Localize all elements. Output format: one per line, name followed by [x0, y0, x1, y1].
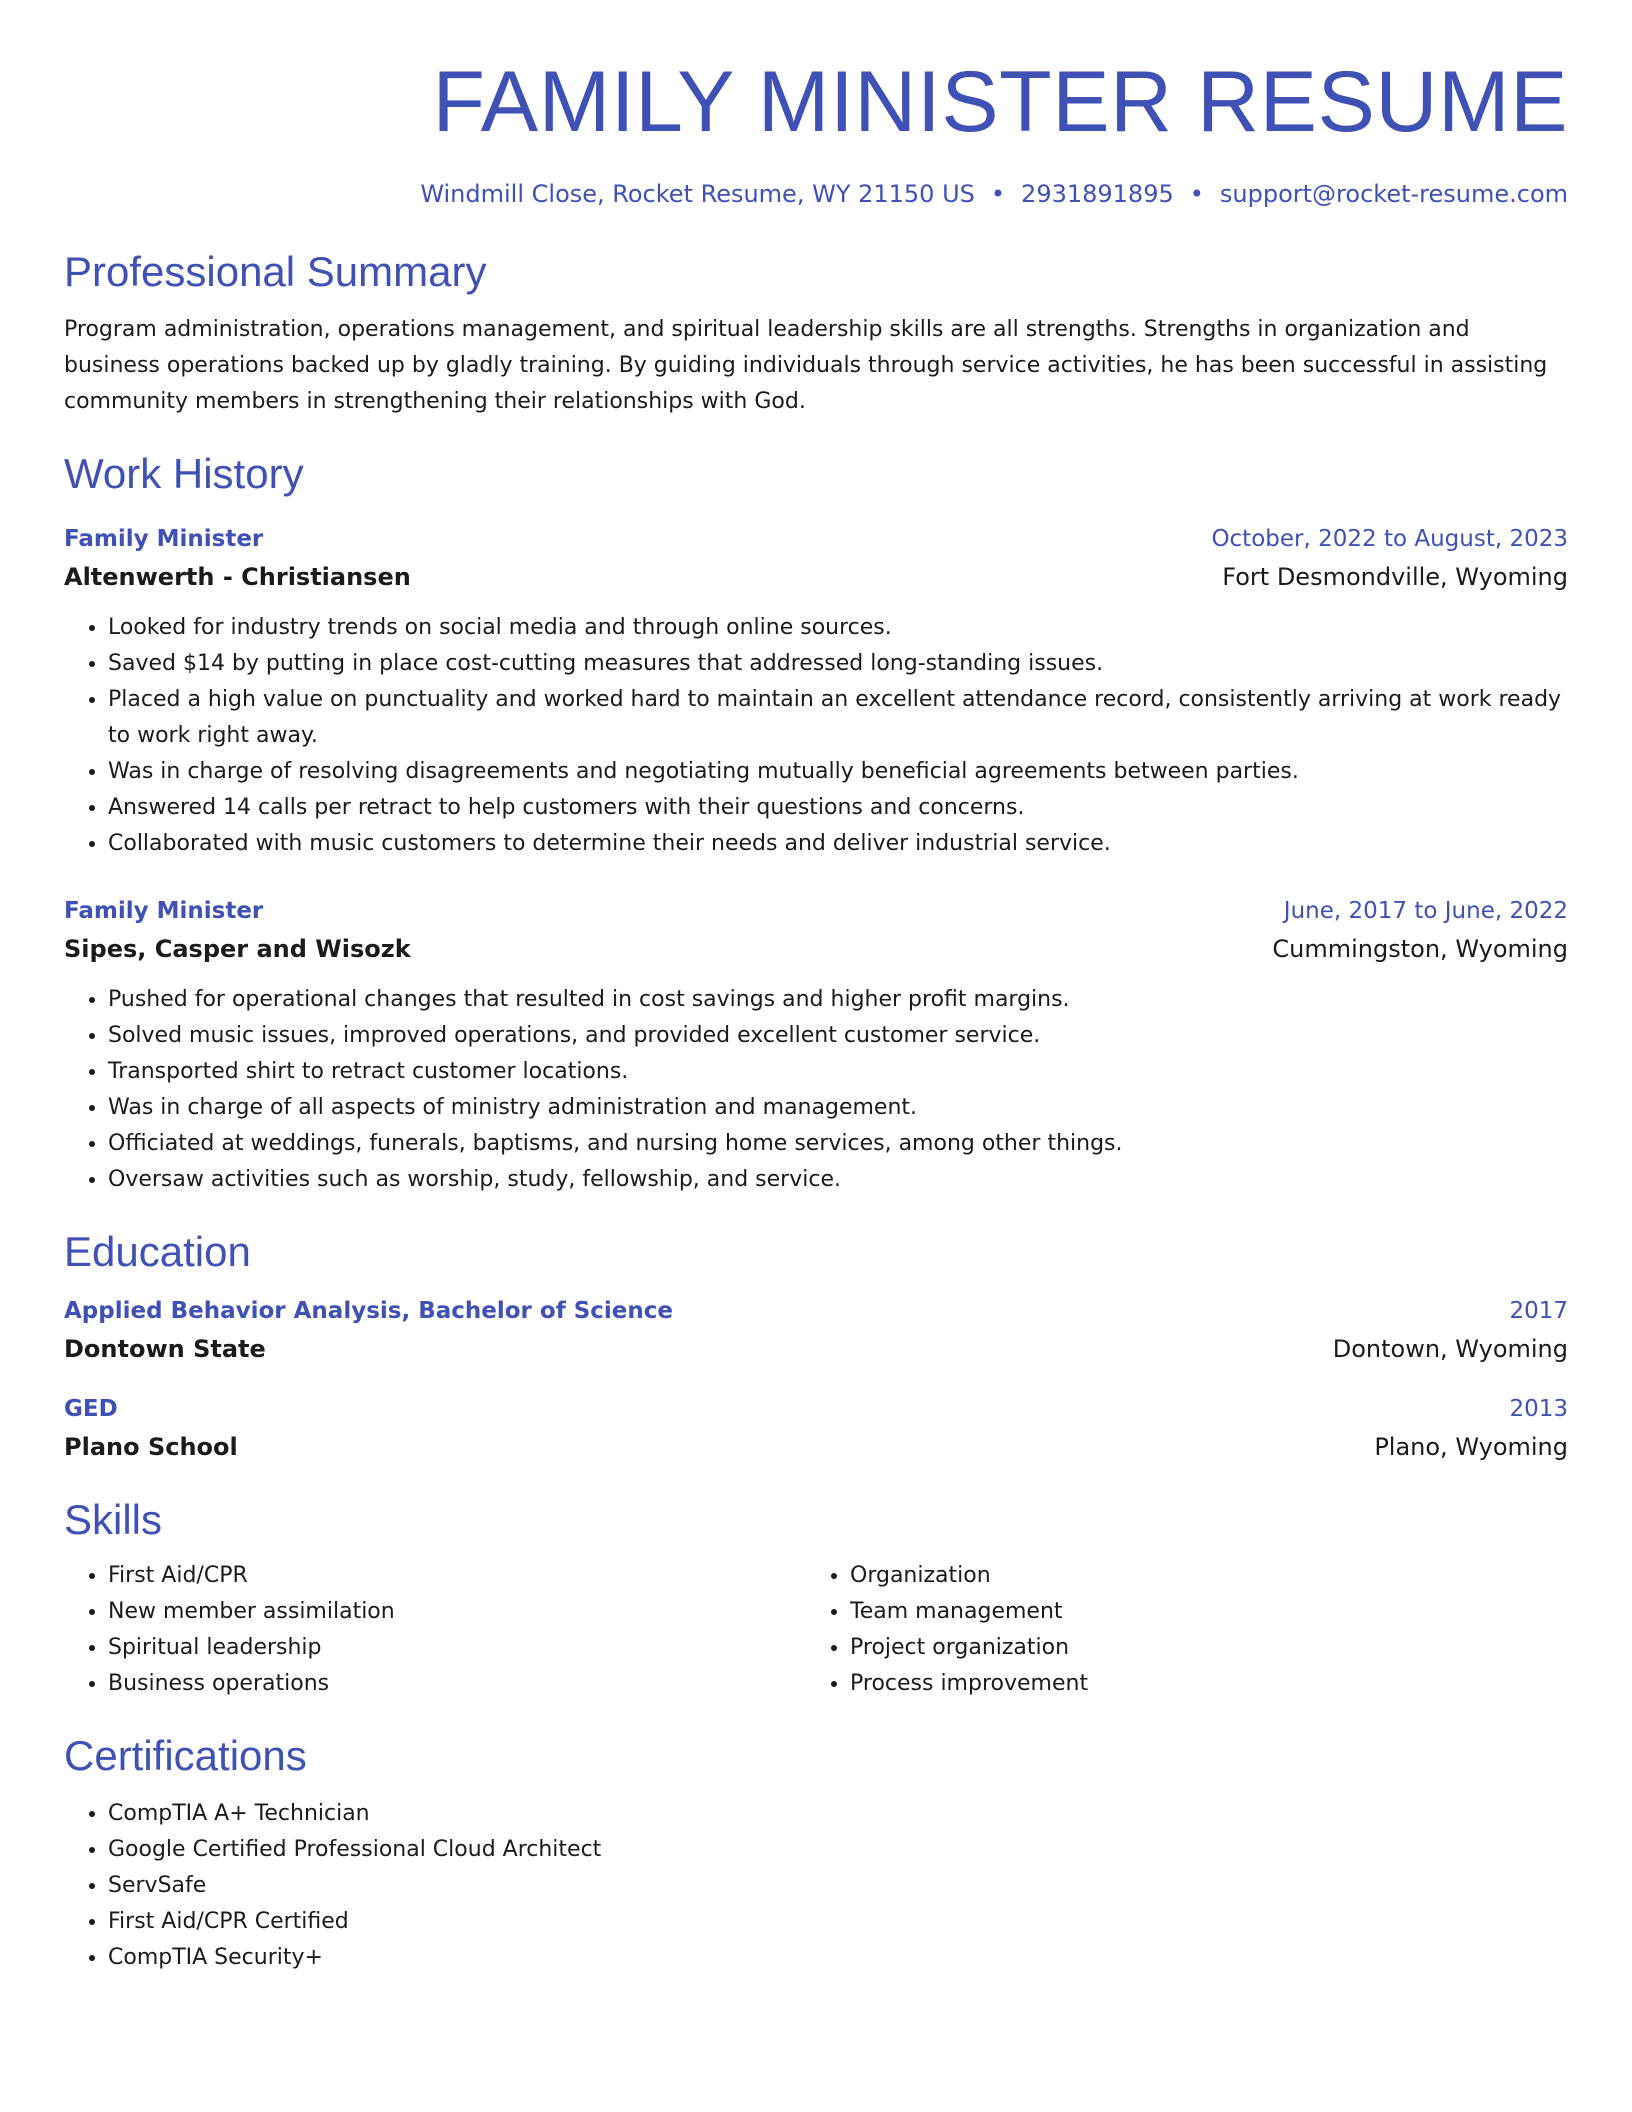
job-role: Family Minister: [64, 898, 264, 924]
education-entry: [64, 1390, 1568, 1466]
skills-column-left: [64, 1558, 806, 1702]
skill-item: • Project organization: [850, 1630, 1548, 1666]
job-bullet: • Answered 14 calls per retract to help customers with their questions and concerns.: [108, 790, 1568, 826]
contact-phone: 2931891895: [1021, 180, 1174, 208]
skill-item: • Team management: [850, 1594, 1548, 1630]
contact-separator: •: [990, 180, 1006, 208]
resume-page: [64, 0, 1568, 1976]
job-company: Sipes, Casper and Wisozk: [64, 935, 411, 963]
job-bullet: • Looked for industry trends on social media and through online sources.: [108, 610, 1568, 646]
education-location: Dontown, Wyoming: [1332, 1335, 1568, 1363]
job-bullet: • Officiated at weddings, funerals, baptisms, and nursing home services, among other things.: [108, 1126, 1568, 1162]
job-entry: [64, 520, 1568, 862]
certification-item: • CompTIA Security+: [108, 1940, 1568, 1976]
certification-item: • Google Certified Professional Cloud Architect: [108, 1832, 1568, 1868]
education-location: Plano, Wyoming: [1374, 1433, 1568, 1461]
skill-item: • New member assimilation: [108, 1594, 806, 1630]
job-bullet: • Solved music issues, improved operations, and provided excellent customer service.: [108, 1018, 1568, 1054]
job-bullet: • Was in charge of all aspects of ministry administration and management.: [108, 1090, 1568, 1126]
job-dates: June, 2017 to June, 2022: [1283, 898, 1568, 924]
job-bullet: • Collaborated with music customers to determine their needs and deliver industrial service.: [108, 826, 1568, 862]
skill-item: • Spiritual leadership: [108, 1630, 806, 1666]
contact-line: [64, 178, 1568, 210]
summary-text: Program administration, operations management, and spiritual leadership skills are all strengths. Strengths in organization and business operations backed up by gladly training. By guiding individuals through service activities, he has been successful in assisting community members in strengthening their relationships with God.: [64, 317, 1548, 414]
certification-item: • ServSafe: [108, 1868, 1568, 1904]
certifications-heading: Certifications: [64, 1732, 307, 1779]
resume-title: FAMILY MINISTER RESUME: [432, 54, 1568, 150]
skills-heading: Skills: [64, 1496, 163, 1543]
summary-heading: Professional Summary: [64, 248, 487, 295]
work-history-heading: Work History: [64, 450, 304, 497]
education-year: 2013: [1509, 1396, 1568, 1422]
skills-column-right: [806, 1558, 1548, 1702]
skill-item: • First Aid/CPR: [108, 1558, 806, 1594]
skills-grid: [64, 1558, 1568, 1702]
education-year: 2017: [1509, 1298, 1568, 1324]
contact-address: Windmill Close, Rocket Resume, WY 21150 US: [420, 180, 975, 208]
job-company-row: [64, 558, 1568, 596]
education-header-row: [64, 1292, 1568, 1330]
job-entry: [64, 892, 1568, 1198]
job-bullet: • Saved $14 by putting in place cost-cutting measures that addressed long-standing issues.: [108, 646, 1568, 682]
education-school: Plano School: [64, 1433, 238, 1461]
job-bullet: • Was in charge of resolving disagreements and negotiating mutually beneficial agreements between parties.: [108, 754, 1568, 790]
job-bullet: • Pushed for operational changes that resulted in cost savings and higher profit margins.: [108, 982, 1568, 1018]
education-school-row: [64, 1330, 1568, 1368]
education-heading: Education: [64, 1228, 251, 1275]
resume-header: [64, 0, 1568, 210]
job-company-row: [64, 930, 1568, 968]
job-header-row: [64, 892, 1568, 930]
education-header-row: [64, 1390, 1568, 1428]
skill-item: • Process improvement: [850, 1666, 1548, 1702]
education-school: Dontown State: [64, 1335, 266, 1363]
job-bullet: • Placed a high value on punctuality and worked hard to maintain an excellent attendance record, consistently arriving at work ready to work right away.: [108, 682, 1568, 754]
education-entry: [64, 1292, 1568, 1368]
skill-item: • Business operations: [108, 1666, 806, 1702]
contact-email: support@rocket-resume.com: [1219, 180, 1568, 208]
education-school-row: [64, 1428, 1568, 1466]
job-role: Family Minister: [64, 526, 264, 552]
job-company: Altenwerth - Christiansen: [64, 563, 411, 591]
job-dates: October, 2022 to August, 2023: [1211, 526, 1568, 552]
certifications-list: [64, 1796, 1568, 1976]
certification-item: • CompTIA A+ Technician: [108, 1796, 1568, 1832]
job-bullets: [64, 982, 1568, 1198]
certification-item: • First Aid/CPR Certified: [108, 1904, 1568, 1940]
education-degree: Applied Behavior Analysis, Bachelor of Science: [64, 1298, 673, 1324]
contact-separator: •: [1189, 180, 1204, 208]
job-header-row: [64, 520, 1568, 558]
education-degree: GED: [64, 1396, 118, 1422]
job-location: Cummingston, Wyoming: [1272, 935, 1568, 963]
job-location: Fort Desmondville, Wyoming: [1222, 563, 1568, 591]
job-bullets: [64, 610, 1568, 862]
job-bullet: • Oversaw activities such as worship, study, fellowship, and service.: [108, 1162, 1568, 1198]
skill-item: • Organization: [850, 1558, 1548, 1594]
job-bullet: • Transported shirt to retract customer locations.: [108, 1054, 1568, 1090]
